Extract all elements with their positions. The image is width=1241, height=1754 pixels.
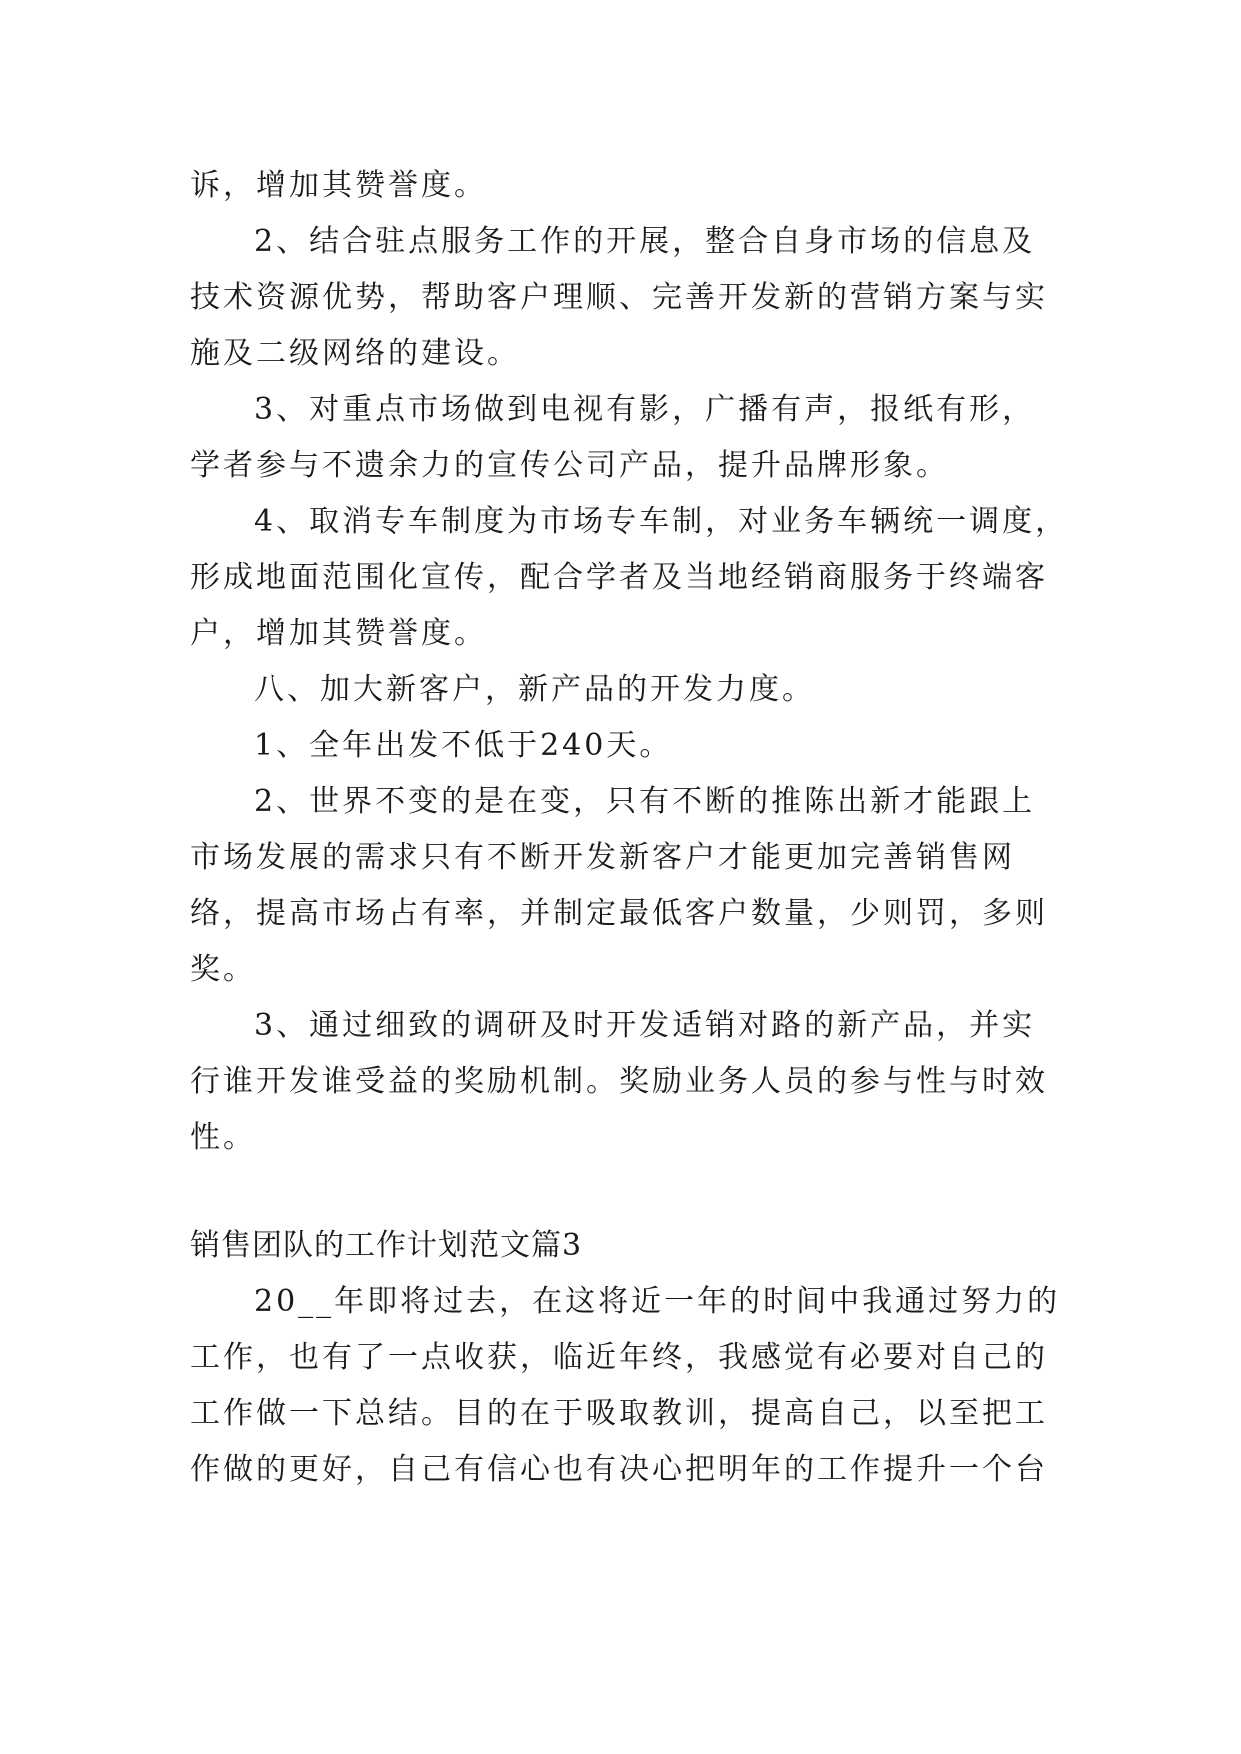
text-line: 工作做一下总结。目的在于吸取教训，提高自己，以至把工 — [190, 1396, 1048, 1431]
paragraph-start-line: 3、对重点市场做到电视有影，广播有声，报纸有形， — [254, 392, 1036, 427]
section-heading-line: 八、加大新客户，新产品的开发力度。 — [254, 672, 815, 707]
text-line: 奖。 — [190, 952, 256, 987]
text-line: 行谁开发谁受益的奖励机制。奖励业务人员的参与性与时效 — [190, 1064, 1048, 1099]
text-line: 诉，增加其赞誉度。 — [190, 168, 487, 203]
text-line: 学者参与不遗余力的宣传公司产品，提升品牌形象。 — [190, 448, 949, 483]
paragraph-start-line: 20__年即将过去，在这将近一年的时间中我通过努力的 — [254, 1284, 1061, 1319]
text-line: 络，提高市场占有率，并制定最低客户数量，少则罚，多则 — [190, 896, 1048, 931]
paragraph-start-line: 1、全年出发不低于240天。 — [254, 728, 673, 763]
text-line: 市场发展的需求只有不断开发新客户才能更加完善销售网 — [190, 840, 1015, 875]
text-line: 户，增加其赞誉度。 — [190, 616, 487, 651]
paragraph-start-line: 2、结合驻点服务工作的开展，整合自身市场的信息及 — [254, 224, 1036, 259]
paragraph-start-line: 4、取消专车制度为市场专车制，对业务车辆统一调度， — [254, 504, 1069, 539]
text-line: 工作，也有了一点收获，临近年终，我感觉有必要对自己的 — [190, 1340, 1048, 1375]
text-line: 施及二级网络的建设。 — [190, 336, 520, 371]
article-heading: 销售团队的工作计划范文篇3 — [190, 1228, 583, 1263]
paragraph-start-line: 3、通过细致的调研及时开发适销对路的新产品，并实 — [254, 1008, 1036, 1043]
text-line: 性。 — [190, 1120, 256, 1155]
text-line: 技术资源优势，帮助客户理顺、完善开发新的营销方案与实 — [190, 280, 1048, 315]
paragraph-start-line: 2、世界不变的是在变，只有不断的推陈出新才能跟上 — [254, 784, 1036, 819]
text-line: 形成地面范围化宣传，配合学者及当地经销商服务于终端客 — [190, 560, 1048, 595]
text-line: 作做的更好，自己有信心也有决心把明年的工作提升一个台 — [190, 1452, 1048, 1487]
